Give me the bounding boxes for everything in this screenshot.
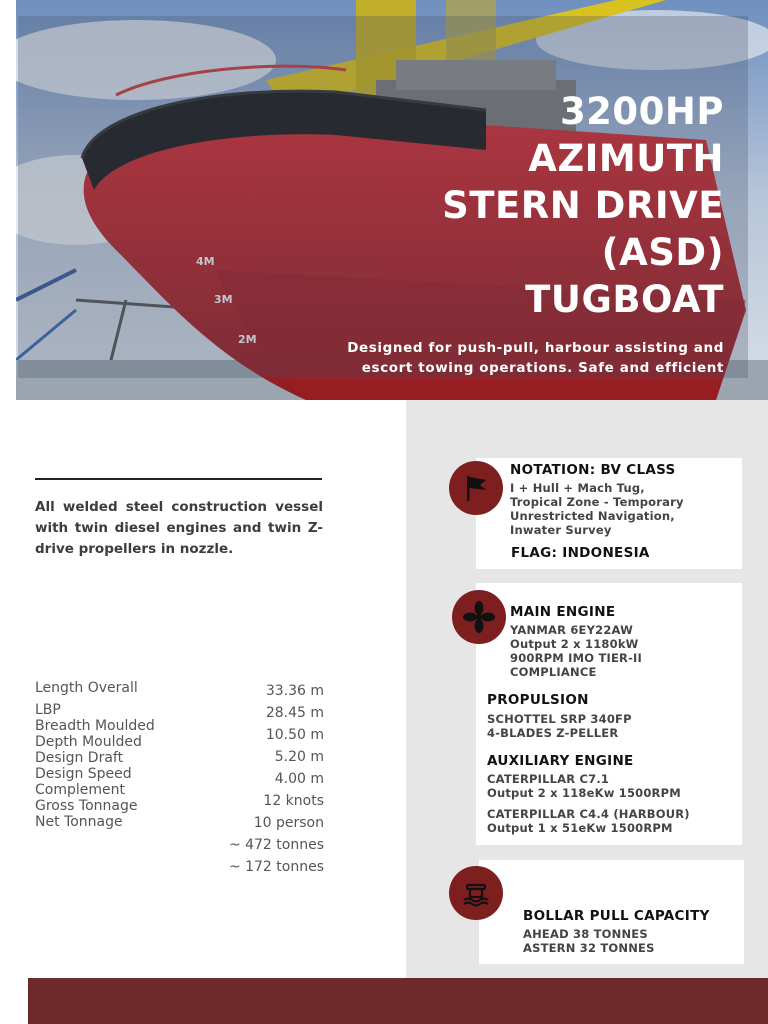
main-engine-line: 900RPM IMO TIER-II (510, 651, 643, 665)
auxiliary-line: CATERPILLAR C4.4 (HARBOUR) (487, 807, 690, 821)
hero-title-line: AZIMUTH (528, 137, 724, 180)
notation-text (510, 481, 684, 537)
spec-value: ~ 472 tonnes (228, 837, 324, 853)
spec-label: Complement (35, 782, 125, 798)
notation-line: Unrestricted Navigation, (510, 509, 675, 523)
auxiliary-text-1 (487, 772, 681, 800)
main-engine-line: Output 2 x 1180kW (510, 637, 639, 651)
spec-value: 5.20 m (274, 749, 324, 765)
auxiliary-line: Output 1 x 51eKw 1500RPM (487, 821, 673, 835)
divider-rule (35, 478, 322, 480)
propeller-icon (452, 590, 506, 644)
auxiliary-heading: AUXILIARY ENGINE (487, 753, 634, 769)
spec-label: Length Overall (35, 680, 138, 696)
main-engine-text (510, 623, 642, 679)
auxiliary-text-2 (487, 807, 690, 835)
hero-subtitle-line: escort towing operations. Safe and efficient (361, 360, 724, 376)
spec-label: LBP (35, 702, 61, 718)
spec-label: Net Tonnage (35, 814, 123, 830)
spec-value: 10 person (253, 815, 324, 831)
spec-value: 10.50 m (265, 727, 324, 743)
spec-labels (35, 680, 225, 830)
hero-title-line: TUGBOAT (525, 278, 724, 321)
draft-mark-2m: 2M (238, 333, 257, 346)
spec-value: ~ 172 tonnes (228, 859, 324, 875)
hero-title-line: 3200HP (559, 90, 724, 133)
propulsion-line: 4-BLADES Z-PELLER (487, 726, 619, 740)
hero-banner (16, 0, 768, 400)
notation-line: I + Hull + Mach Tug, (510, 481, 645, 495)
bollard-line: AHEAD 38 TONNES (523, 927, 648, 941)
propulsion-heading: PROPULSION (487, 692, 589, 708)
spec-value: 28.45 m (265, 705, 324, 721)
bollard-line: ASTERN 32 TONNES (523, 941, 655, 955)
notation-line: Inwater Survey (510, 523, 612, 537)
propulsion-text (487, 712, 632, 740)
spec-values (200, 680, 324, 878)
spec-label: Design Speed (35, 766, 132, 782)
notation-heading: NOTATION: BV CLASS (510, 462, 676, 478)
spec-value: 33.36 m (265, 683, 324, 699)
draft-mark-4m: 4M (196, 255, 215, 268)
spec-label: Breadth Moulded (35, 718, 155, 734)
auxiliary-line: CATERPILLAR C7.1 (487, 772, 610, 786)
flag-icon (449, 461, 503, 515)
spec-value: 4.00 m (274, 771, 324, 787)
notation-line: Tropical Zone - Temporary (510, 495, 684, 509)
bollard-text (523, 927, 655, 955)
spec-label: Gross Tonnage (35, 798, 138, 814)
intro-paragraph: All welded steel construction vessel with twin diesel engines and twin Z-drive propellers in nozzle. (35, 499, 323, 557)
hero-subtitle-line: Designed for push-pull, harbour assisting and (347, 340, 724, 356)
draft-mark-3m: 3M (214, 293, 233, 306)
hero-subtitle (324, 338, 724, 378)
spec-label: Depth Moulded (35, 734, 142, 750)
hero-title-line: (ASD) (601, 231, 724, 274)
main-engine-line: COMPLIANCE (510, 665, 597, 679)
bollard-icon (449, 866, 503, 920)
hero-title-line: STERN DRIVE (442, 184, 724, 227)
flag-heading: FLAG: INDONESIA (511, 545, 650, 561)
bollard-heading: BOLLAR PULL CAPACITY (523, 908, 710, 924)
main-engine-line: YANMAR 6EY22AW (510, 623, 634, 637)
spec-value: 12 knots (263, 793, 324, 809)
hero-title (304, 88, 724, 323)
main-engine-heading: MAIN ENGINE (510, 604, 616, 620)
spec-label: Design Draft (35, 750, 124, 766)
footer-bar (28, 978, 768, 1024)
propulsion-line: SCHOTTEL SRP 340FP (487, 712, 632, 726)
auxiliary-line: Output 2 x 118eKw 1500RPM (487, 786, 681, 800)
